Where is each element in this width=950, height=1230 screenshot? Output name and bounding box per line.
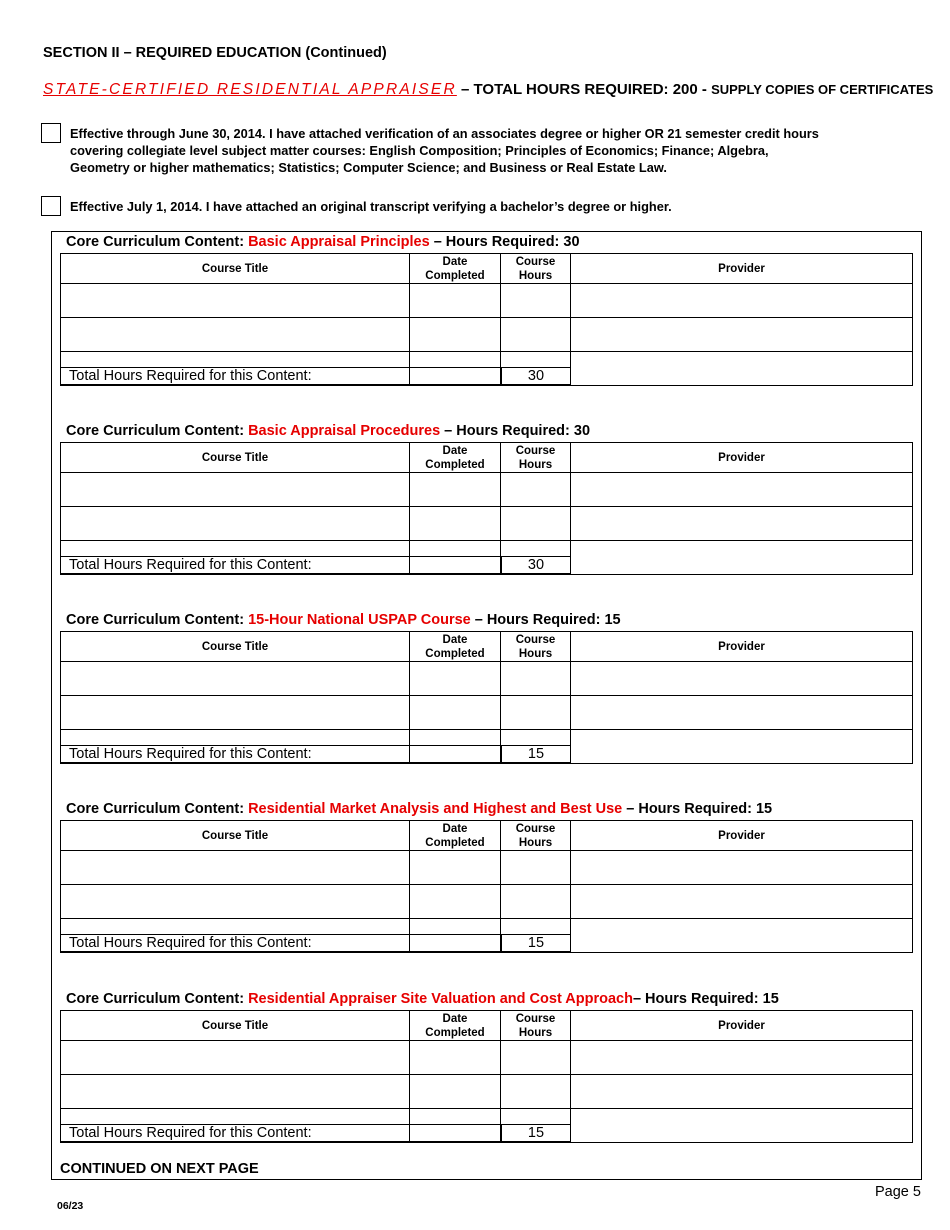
total-hours-row bbox=[60, 1124, 571, 1142]
option-1-line: covering collegiate level subject matter courses: English Composition; Principles of Economics; Finance; Algebra, bbox=[70, 143, 769, 158]
hours-required: – Hours Required: 15 bbox=[470, 612, 621, 628]
date-completed-cell[interactable] bbox=[410, 851, 501, 885]
course-hours-header: Course Hours bbox=[501, 632, 571, 662]
date-completed-header: Date Completed bbox=[410, 1011, 501, 1041]
section-title: SECTION II – REQUIRED EDUCATION (Continued) bbox=[43, 45, 387, 61]
course-title-cell[interactable] bbox=[61, 662, 410, 696]
total-hours-label: Total Hours Required for this Content: bbox=[61, 935, 502, 952]
date-completed-cell[interactable] bbox=[410, 1041, 501, 1075]
total-hours-row bbox=[60, 556, 571, 574]
course-title-cell[interactable] bbox=[61, 885, 410, 919]
page-number: Page 5 bbox=[875, 1184, 921, 1200]
table-row bbox=[61, 284, 913, 318]
hours-required: – Hours Required: 15 bbox=[622, 801, 773, 817]
content-name: Basic Appraisal Principles bbox=[248, 234, 430, 250]
curriculum-heading bbox=[66, 234, 580, 250]
course-hours-cell[interactable] bbox=[501, 284, 571, 318]
date-completed-cell[interactable] bbox=[410, 284, 501, 318]
hours-required: – Hours Required: 30 bbox=[429, 234, 580, 250]
table-row bbox=[61, 696, 913, 730]
total-hours-value: 30 bbox=[502, 557, 571, 574]
option-1-line: Geometry or higher mathematics; Statistics; Computer Science; and Business or Real Estate Law. bbox=[70, 160, 667, 175]
course-table-header-row bbox=[61, 632, 913, 662]
provider-cell[interactable] bbox=[571, 851, 913, 885]
total-hours-label: Total Hours Required for this Content: bbox=[61, 368, 502, 385]
course-title-cell[interactable] bbox=[61, 1075, 410, 1109]
provider-cell[interactable] bbox=[571, 507, 913, 541]
provider-cell[interactable] bbox=[571, 1041, 913, 1075]
course-table-header-row bbox=[61, 254, 913, 284]
course-hours-cell[interactable] bbox=[501, 885, 571, 919]
provider-header: Provider bbox=[571, 821, 913, 851]
course-title-cell[interactable] bbox=[61, 696, 410, 730]
provider-cell[interactable] bbox=[571, 1109, 913, 1143]
table-row bbox=[61, 1075, 913, 1109]
course-title-header: Course Title bbox=[61, 1011, 410, 1041]
course-hours-cell[interactable] bbox=[501, 1041, 571, 1075]
table-row bbox=[61, 885, 913, 919]
provider-cell[interactable] bbox=[571, 1075, 913, 1109]
content-name: Basic Appraisal Procedures bbox=[248, 423, 441, 439]
course-table-header-row bbox=[61, 443, 913, 473]
course-title-cell[interactable] bbox=[61, 284, 410, 318]
date-completed-cell[interactable] bbox=[410, 885, 501, 919]
table-row bbox=[61, 473, 913, 507]
date-completed-header: Date Completed bbox=[410, 821, 501, 851]
date-completed-cell[interactable] bbox=[410, 318, 501, 352]
provider-cell[interactable] bbox=[571, 318, 913, 352]
total-hours-row bbox=[60, 367, 571, 385]
table-row bbox=[61, 507, 913, 541]
form-date: 06/23 bbox=[57, 1200, 84, 1212]
course-table-header-row bbox=[61, 821, 913, 851]
course-hours-cell[interactable] bbox=[501, 851, 571, 885]
provider-header: Provider bbox=[571, 632, 913, 662]
curriculum-heading bbox=[66, 801, 772, 817]
total-hours-row bbox=[60, 745, 571, 763]
date-completed-cell[interactable] bbox=[410, 662, 501, 696]
hours-required: – Hours Required: 15 bbox=[632, 991, 779, 1007]
option-1-text bbox=[70, 125, 910, 176]
supply-note: SUPPLY COPIES OF CERTIFICATES bbox=[711, 82, 934, 97]
course-table-header-row bbox=[61, 1011, 913, 1041]
provider-cell[interactable] bbox=[571, 352, 913, 386]
provider-cell[interactable] bbox=[571, 885, 913, 919]
provider-cell[interactable] bbox=[571, 696, 913, 730]
total-hours-label: Total Hours Required for this Content: bbox=[61, 557, 502, 574]
course-hours-header: Course Hours bbox=[501, 821, 571, 851]
course-title-header: Course Title bbox=[61, 254, 410, 284]
course-hours-header: Course Hours bbox=[501, 1011, 571, 1041]
date-completed-cell[interactable] bbox=[410, 1075, 501, 1109]
total-hours-value: 15 bbox=[502, 1125, 571, 1142]
hours-required: – Hours Required: 30 bbox=[440, 423, 591, 439]
total-hours-row bbox=[60, 934, 571, 952]
provider-cell[interactable] bbox=[571, 919, 913, 953]
course-title-cell[interactable] bbox=[61, 1041, 410, 1075]
course-hours-header: Course Hours bbox=[501, 254, 571, 284]
date-completed-header: Date Completed bbox=[410, 632, 501, 662]
provider-header: Provider bbox=[571, 443, 913, 473]
option-1-checkbox[interactable] bbox=[41, 123, 61, 143]
option-2-checkbox[interactable] bbox=[41, 196, 61, 216]
content-name: Residential Appraiser Site Valuation and Cost Approach bbox=[248, 991, 633, 1007]
provider-cell[interactable] bbox=[571, 730, 913, 764]
option-1-line: Effective through June 30, 2014. I have attached verification of an associates degree or higher OR 21 semester credit hours bbox=[70, 126, 819, 141]
heading-prefix: Core Curriculum Content: bbox=[66, 801, 249, 817]
date-completed-cell[interactable] bbox=[410, 696, 501, 730]
course-hours-cell[interactable] bbox=[501, 318, 571, 352]
heading-prefix: Core Curriculum Content: bbox=[66, 612, 249, 628]
course-title-header: Course Title bbox=[61, 821, 410, 851]
provider-cell[interactable] bbox=[571, 541, 913, 575]
course-hours-cell[interactable] bbox=[501, 507, 571, 541]
table-row bbox=[61, 662, 913, 696]
heading-prefix: Core Curriculum Content: bbox=[66, 234, 249, 250]
course-hours-cell[interactable] bbox=[501, 1075, 571, 1109]
continued-note: CONTINUED ON NEXT PAGE bbox=[60, 1161, 259, 1177]
course-hours-cell[interactable] bbox=[501, 473, 571, 507]
curriculum-heading bbox=[66, 991, 779, 1007]
date-completed-header: Date Completed bbox=[410, 254, 501, 284]
provider-cell[interactable] bbox=[571, 284, 913, 318]
provider-header: Provider bbox=[571, 1011, 913, 1041]
provider-header: Provider bbox=[571, 254, 913, 284]
course-title-cell[interactable] bbox=[61, 507, 410, 541]
course-hours-header: Course Hours bbox=[501, 443, 571, 473]
heading-prefix: Core Curriculum Content: bbox=[66, 991, 249, 1007]
course-title-header: Course Title bbox=[61, 443, 410, 473]
curriculum-heading bbox=[66, 612, 621, 628]
course-title-cell[interactable] bbox=[61, 318, 410, 352]
total-hours-label: Total Hours Required for this Content: bbox=[61, 1125, 502, 1142]
provider-cell[interactable] bbox=[571, 473, 913, 507]
total-hours-label: Total Hours Required for this Content: bbox=[61, 746, 502, 763]
total-hours-value: 15 bbox=[502, 935, 571, 952]
provider-cell[interactable] bbox=[571, 662, 913, 696]
total-hours-text: – TOTAL HOURS REQUIRED: 200 - bbox=[461, 81, 707, 98]
course-hours-cell[interactable] bbox=[501, 696, 571, 730]
option-2-text bbox=[70, 198, 910, 215]
requirement-line bbox=[43, 81, 933, 99]
course-title-cell[interactable] bbox=[61, 473, 410, 507]
option-2-line: Effective July 1, 2014. I have attached an original transcript verifying a bachelor’s degree or higher. bbox=[70, 199, 672, 214]
curriculum-heading bbox=[66, 423, 590, 439]
total-hours-value: 15 bbox=[502, 746, 571, 763]
course-hours-cell[interactable] bbox=[501, 662, 571, 696]
date-completed-header: Date Completed bbox=[410, 443, 501, 473]
heading-prefix: Core Curriculum Content: bbox=[66, 423, 249, 439]
course-title-cell[interactable] bbox=[61, 851, 410, 885]
date-completed-cell[interactable] bbox=[410, 507, 501, 541]
total-hours-value: 30 bbox=[502, 368, 571, 385]
content-name: 15-Hour National USPAP Course bbox=[248, 612, 471, 628]
table-row bbox=[61, 318, 913, 352]
table-row bbox=[61, 851, 913, 885]
date-completed-cell[interactable] bbox=[410, 473, 501, 507]
content-name: Residential Market Analysis and Highest and Best Use bbox=[248, 801, 623, 817]
table-row bbox=[61, 1041, 913, 1075]
course-title-header: Course Title bbox=[61, 632, 410, 662]
certification-title: STATE-CERTIFIED RESIDENTIAL APPRAISER bbox=[43, 81, 457, 98]
